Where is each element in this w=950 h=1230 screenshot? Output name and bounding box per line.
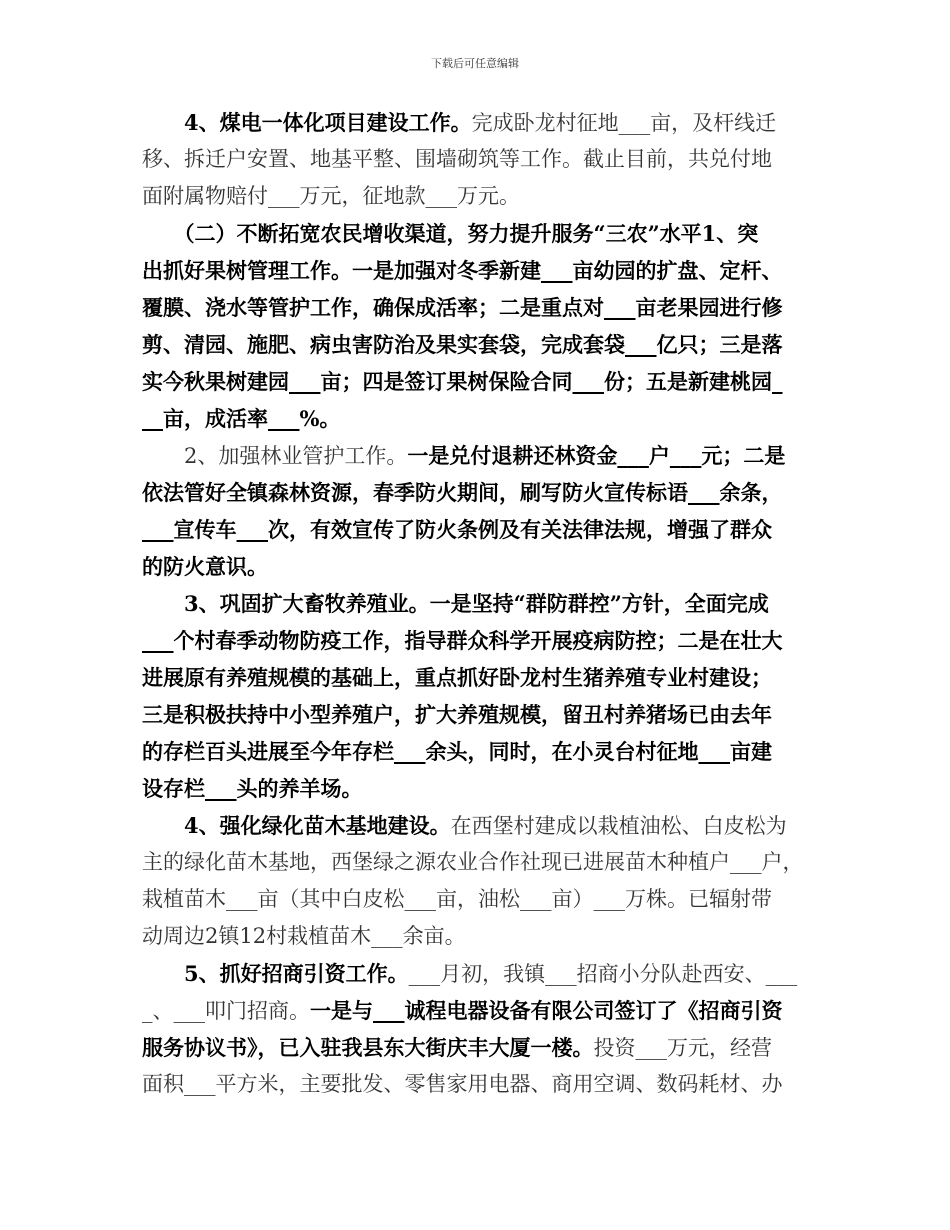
para-investment (142, 955, 810, 1103)
text-line (142, 141, 810, 178)
bold-text: （二）不断拓宽农民增收渠道，努力提升服务“三农”水平1、突 (142, 221, 759, 246)
text-line (142, 326, 810, 363)
para-livestock (142, 585, 810, 807)
text-line (142, 511, 810, 548)
bold-text: 5、抓好招商引资工作。 (142, 961, 409, 986)
bold-text: 出抓好果树管理工作。一是加强对冬季新建___亩幼园的扩盘、定杆、 (142, 258, 783, 283)
text-line (142, 844, 810, 881)
body-text: 面附属物赔付___万元，征地款___万元。 (142, 184, 520, 208)
bold-text: 剪、清园、施肥、病虫害防治及果实套袋，完成套袋___亿只；三是落 (142, 332, 783, 357)
bold-text: ___宣传车___次，有效宣传了防火条例及有关法律法规，增强了群众 (142, 517, 772, 542)
text-line (142, 770, 810, 807)
text-line (142, 178, 810, 215)
body-text: _、___叩门招商。 (142, 999, 310, 1023)
body-text: ___月初，我镇___招商小分队赴西安、___ (408, 962, 798, 986)
text-line (142, 363, 810, 400)
body-text: 栽植苗木___亩（其中白皮松___亩，油松___亩）___万株。已辐射带 (142, 887, 772, 911)
body-text: 面积___平方米，主要批发、零售家用电器、商用空调、数码耗材、办 (142, 1072, 783, 1096)
bold-text: 一是与___诚程电器设备有限公司签订了《招商引资 (310, 998, 783, 1023)
para-fruit-trees (142, 215, 810, 437)
text-line (142, 955, 810, 992)
bold-text: __亩，成活率___%。 (142, 406, 341, 431)
body-text: 投资___万元，经营 (593, 1036, 772, 1060)
text-line (142, 622, 810, 659)
bold-text: 3、巩固扩大畜牧养殖业。一是坚持“群防群控”方针，全面完成 (142, 591, 769, 616)
bold-text: 覆膜、浇水等管护工作，确保成活率；二是重点对___亩老果园进行修 (142, 295, 783, 320)
body-text: 完成卧龙村征地___亩，及杆线迁 (471, 111, 777, 135)
text-line (142, 474, 810, 511)
bold-text: 三是积极扶持中小型养殖户，扩大养殖规模，留丑村养猪场已由去年 (142, 702, 772, 727)
document-body (142, 104, 810, 1103)
text-line (142, 807, 810, 844)
text-line (142, 400, 810, 437)
text-line (142, 548, 810, 585)
text-line (142, 289, 810, 326)
text-line (142, 215, 810, 252)
para-coal-power (142, 104, 810, 215)
body-text: 移、拆迁户安置、地基平整、围墙砌筑等工作。截止目前，共兑付地 (142, 147, 772, 171)
bold-text: 服务协议书》，已入驻我县东大街庆丰大厦一楼。 (142, 1035, 594, 1060)
bold-text: 4、强化绿化苗木基地建设。 (142, 813, 451, 838)
bold-text: 进展原有养殖规模的基础上，重点抓好卧龙村生猪养殖专业村建设； (142, 665, 772, 690)
bold-text: 4、煤电一体化项目建设工作。 (142, 110, 472, 135)
text-line (142, 104, 810, 141)
text-line (142, 585, 810, 622)
text-line (142, 437, 810, 474)
body-text: 动周边2镇12村栽植苗木___余亩。 (142, 924, 466, 948)
bold-text: 的存栏百头进展至今年存栏___余头，同时，在小灵台村征地___亩建 (142, 739, 772, 764)
page-header: 下载后可任意编辑 (431, 57, 519, 70)
bold-text: 一是兑付退耕还林资金___户___元；二是 (407, 443, 786, 468)
text-line (142, 659, 810, 696)
bold-text: ___个村春季动物防疫工作，指导群众科学开展疫病防控；二是在壮大 (142, 628, 783, 653)
text-line (142, 733, 810, 770)
bold-text: 依法管好全镇森林资源，春季防火期间，刷写防火宣传标语___余条， (142, 480, 783, 505)
text-line (142, 881, 810, 918)
body-text: 在西堡村建成以栽植油松、白皮松为 (450, 814, 787, 838)
text-line (142, 696, 810, 733)
text-line (142, 992, 810, 1029)
body-text: 2、加强林业管护工作。 (142, 444, 408, 468)
para-forestry (142, 437, 810, 585)
text-line (142, 1029, 810, 1066)
body-text: 主的绿化苗木基地，西堡绿之源农业合作社现已进展苗木种植户___户， (142, 850, 804, 874)
text-line (142, 1066, 810, 1103)
text-line (142, 252, 810, 289)
text-line (142, 918, 810, 955)
bold-text: 的防火意识。 (142, 554, 268, 579)
para-nursery (142, 807, 810, 955)
bold-text: 设存栏___头的养羊场。 (142, 776, 363, 801)
bold-text: 实今秋果树建园___亩；四是签订果树保险合同___份；五是新建桃园_ (142, 369, 783, 394)
